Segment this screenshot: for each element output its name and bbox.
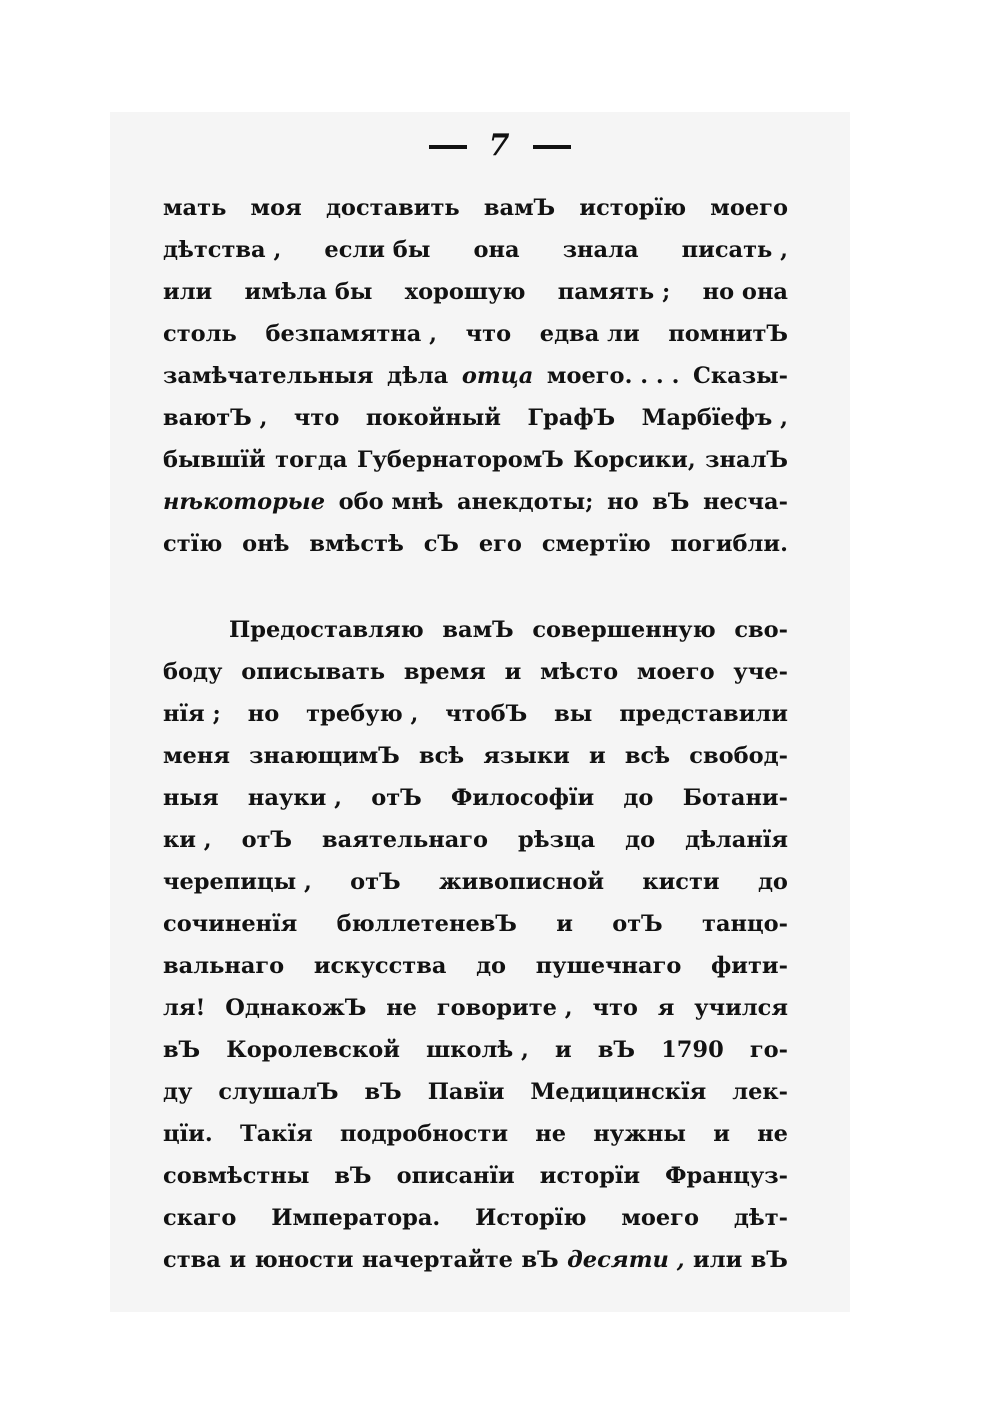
word: замѣчательныя	[163, 363, 374, 389]
word: и	[555, 1037, 572, 1063]
word: совмѣстны	[163, 1163, 310, 1189]
word: рѣзца	[518, 827, 596, 853]
word: мать	[163, 195, 227, 221]
word: вЪ	[364, 1079, 402, 1105]
text-line	[163, 1071, 788, 1113]
word: анекдоты;	[457, 489, 594, 515]
word: вЪ	[163, 1037, 201, 1063]
word: описывать	[241, 659, 386, 685]
word: до	[625, 827, 656, 853]
word: или	[163, 279, 213, 305]
word: вЪ	[750, 1247, 788, 1273]
word: лек-	[732, 1079, 788, 1105]
text-line	[163, 187, 788, 229]
word: и	[589, 743, 606, 769]
word: уче-	[733, 659, 788, 685]
page-number-dash-left	[429, 145, 467, 149]
word: ГубернаторомЪ	[356, 447, 564, 473]
word: или	[693, 1247, 743, 1273]
word: требую ,	[306, 701, 419, 727]
text-line	[163, 861, 788, 903]
word: доставить	[325, 195, 460, 221]
word: до	[476, 953, 507, 979]
word: и	[504, 659, 522, 685]
word: нужны	[593, 1121, 686, 1147]
text-line	[163, 229, 788, 271]
word: обо мнѣ	[338, 489, 444, 515]
word: свобод-	[689, 743, 788, 769]
word: нѣкоторые	[163, 489, 326, 515]
word: цїи.	[163, 1121, 213, 1147]
word: Такїя	[239, 1121, 313, 1147]
word: исторїи	[539, 1163, 641, 1189]
word: Исторїю	[475, 1205, 587, 1231]
word: всѣ	[624, 743, 671, 769]
word: скаго	[163, 1205, 237, 1231]
word: нїя ;	[163, 701, 221, 727]
word: она	[473, 237, 520, 263]
text-line	[163, 397, 788, 439]
paragraph-2	[163, 609, 788, 1281]
word: покойный	[365, 405, 501, 431]
word: моего	[710, 195, 788, 221]
text-line	[163, 271, 788, 313]
word: языки	[483, 743, 570, 769]
word: вЪ	[652, 489, 690, 515]
word: ОднакожЪ	[225, 995, 367, 1021]
word: науки ,	[247, 785, 342, 811]
word: что	[293, 405, 340, 431]
word: я	[657, 995, 675, 1021]
word: несча-	[703, 489, 788, 515]
text-line	[163, 693, 788, 735]
word: бюллетеневЪ	[336, 911, 517, 937]
word: и	[556, 911, 573, 937]
word: фити-	[711, 953, 788, 979]
word: ки ,	[163, 827, 212, 853]
word: дѣланїя	[685, 827, 788, 853]
word: столь	[163, 321, 237, 347]
word: боду	[163, 659, 223, 685]
word: онѣ	[242, 531, 290, 557]
word: школѣ ,	[426, 1037, 529, 1063]
word: 1790	[661, 1037, 724, 1063]
word: ныя	[163, 785, 219, 811]
word: Предоставляю	[229, 617, 424, 643]
word: Медицинскїя	[530, 1079, 707, 1105]
word: начертайте	[361, 1247, 513, 1273]
word: вЪ	[521, 1247, 559, 1273]
word: но	[247, 701, 280, 727]
word: до	[623, 785, 654, 811]
word: моего	[621, 1205, 699, 1231]
word: бывшїй	[163, 447, 266, 473]
word: зналЪ	[705, 447, 788, 473]
word: меня	[163, 743, 230, 769]
word: ваятельнаго	[322, 827, 489, 853]
word: вальнаго	[163, 953, 285, 979]
word: представили	[619, 701, 788, 727]
text-line	[163, 523, 788, 565]
word: отца	[461, 363, 534, 389]
word: отЪ	[371, 785, 422, 811]
word: не	[386, 995, 418, 1021]
word: сочиненїя	[163, 911, 298, 937]
word: дѣтства ,	[163, 237, 282, 263]
word: вмѣстѣ	[309, 531, 404, 557]
word: если бы	[324, 237, 431, 263]
word: Павїи	[427, 1079, 505, 1105]
word: ваютЪ ,	[163, 405, 268, 431]
page-number	[0, 128, 1000, 178]
text-line	[163, 355, 788, 397]
word: юности	[254, 1247, 354, 1273]
word: вамЪ	[442, 617, 514, 643]
word: Корсики,	[573, 447, 696, 473]
text-line	[163, 1239, 788, 1281]
word: но	[607, 489, 639, 515]
word: его	[478, 531, 522, 557]
word: Француз-	[665, 1163, 788, 1189]
word: не	[757, 1121, 788, 1147]
word: черепицы ,	[163, 869, 312, 895]
word: исторїю	[579, 195, 687, 221]
word: но она	[702, 279, 788, 305]
word: и	[229, 1247, 247, 1273]
word: танцо-	[702, 911, 788, 937]
word: имѣла бы	[244, 279, 373, 305]
word: что	[592, 995, 638, 1021]
text-line	[163, 945, 788, 987]
text-line	[163, 1113, 788, 1155]
word: стїю	[163, 531, 223, 557]
text-line	[163, 903, 788, 945]
text-line	[163, 313, 788, 355]
word: всѣ	[418, 743, 465, 769]
text-line	[163, 481, 788, 523]
text-line	[163, 735, 788, 777]
word: едва ли	[539, 321, 640, 347]
word: смертїю	[541, 531, 651, 557]
word: Императора.	[271, 1205, 441, 1231]
word: знала	[562, 237, 639, 263]
word: Сказы-	[693, 363, 788, 389]
word: искусства	[313, 953, 447, 979]
word: дѣт-	[733, 1205, 788, 1231]
word: вЪ	[597, 1037, 635, 1063]
word: подробности	[339, 1121, 509, 1147]
word: отЪ	[241, 827, 293, 853]
word: ду	[163, 1079, 193, 1105]
word: описанїи	[396, 1163, 515, 1189]
word: до	[757, 869, 788, 895]
word: мѣсто	[540, 659, 619, 685]
word: вамЪ	[483, 195, 556, 221]
page-number-value: 7	[488, 128, 512, 163]
word: слушалЪ	[218, 1079, 339, 1105]
word: го-	[749, 1037, 788, 1063]
text-line	[163, 1155, 788, 1197]
word: учился	[694, 995, 788, 1021]
word: что	[465, 321, 512, 347]
word: Философїи	[451, 785, 595, 811]
text-line	[163, 819, 788, 861]
word: погибли.	[670, 531, 788, 557]
word: пушечнаго	[535, 953, 682, 979]
word: знающимЪ	[249, 743, 400, 769]
word: вы	[554, 701, 593, 727]
word: чтобЪ	[445, 701, 528, 727]
word: моего	[636, 659, 715, 685]
word: ГрафЪ	[527, 405, 616, 431]
word: время	[403, 659, 486, 685]
word: Королевской	[226, 1037, 400, 1063]
word: кисти	[642, 869, 720, 895]
word: и	[713, 1121, 730, 1147]
word: тогда	[275, 447, 348, 473]
word: помнитЪ	[668, 321, 788, 347]
text-line	[163, 777, 788, 819]
text-line	[163, 1029, 788, 1071]
word: отЪ	[350, 869, 401, 895]
word: сво-	[734, 617, 788, 643]
word: живописной	[438, 869, 605, 895]
word: десяти ,	[567, 1247, 685, 1273]
text-line	[163, 987, 788, 1029]
word: безпамятна ,	[265, 321, 438, 347]
word: говорите ,	[436, 995, 573, 1021]
word: Марбїефъ ,	[641, 405, 788, 431]
text-line	[163, 439, 788, 481]
text-line	[163, 609, 788, 651]
text-line	[163, 651, 788, 693]
word: ля!	[163, 995, 206, 1021]
word: хорошую	[404, 279, 526, 305]
word: память ;	[557, 279, 671, 305]
word: моего. . . .	[546, 363, 680, 389]
word: сЪ	[423, 531, 459, 557]
word: не	[535, 1121, 567, 1147]
text-line	[163, 1197, 788, 1239]
word: писать ,	[681, 237, 788, 263]
word: Ботани-	[682, 785, 788, 811]
page-number-dash-right	[533, 145, 571, 149]
word: дѣла	[386, 363, 449, 389]
word: совершенную	[532, 617, 716, 643]
paragraph-1	[163, 187, 788, 565]
word: отЪ	[612, 911, 663, 937]
word: моя	[250, 195, 302, 221]
word: вЪ	[334, 1163, 372, 1189]
word: ства	[163, 1247, 221, 1273]
